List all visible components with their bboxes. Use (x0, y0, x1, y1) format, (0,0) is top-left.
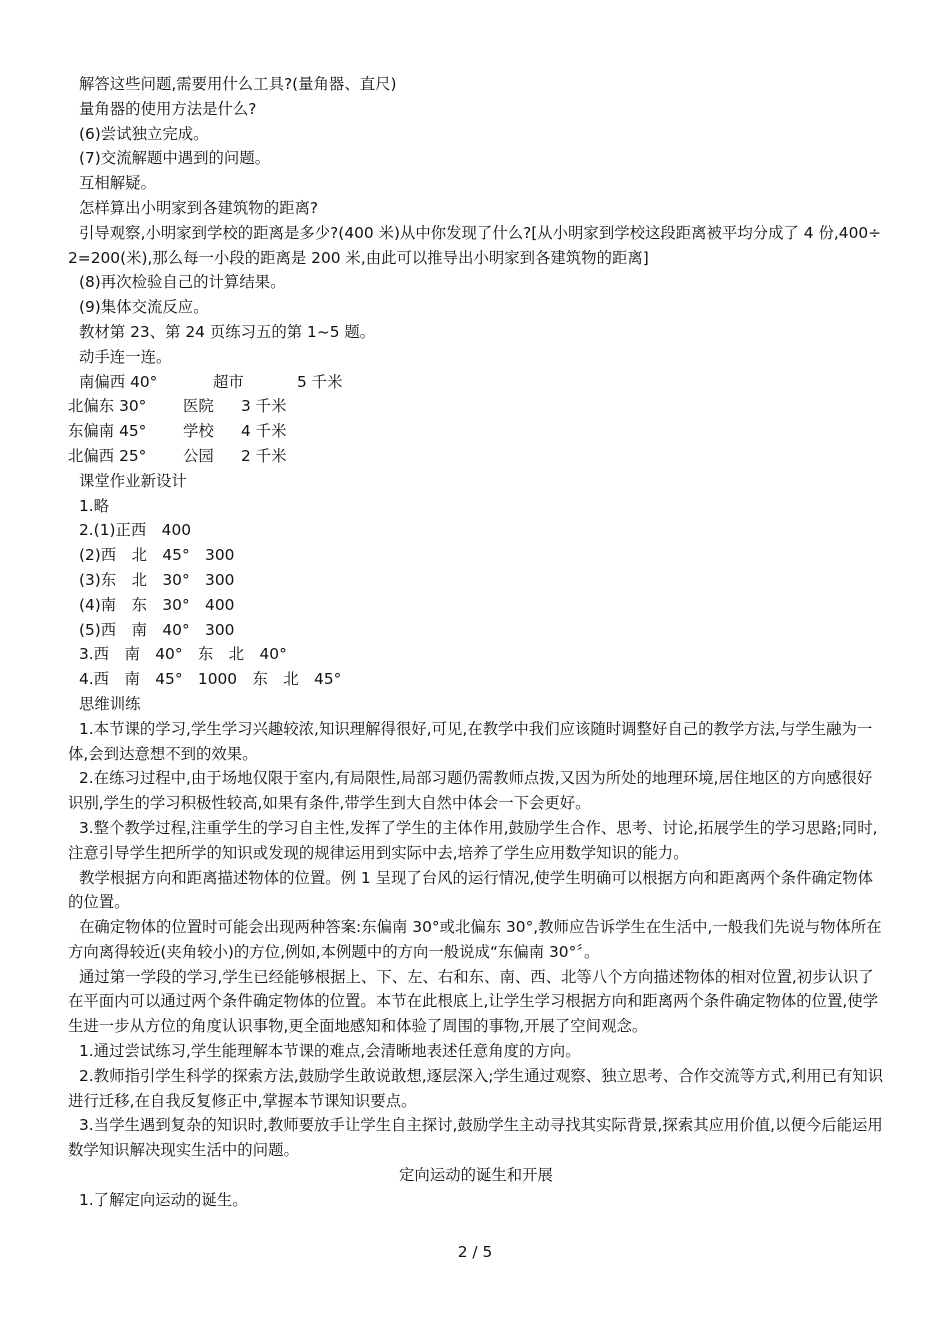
match-direction: 南偏西 40° (79, 372, 158, 391)
paragraph: 解答这些问题,需要用什么工具?(量角器、直尺) (79, 75, 397, 93)
paragraph: 引导观察,小明家到学校的距离是多少?(400 米)从中你发现了什么?[从小明家到学校这段距离被平均分成了 4 份,400÷2=200(米),那么每一小段的距离是 200 米,由此可以推导出小明家到各建筑物的距离] (68, 223, 882, 267)
section-heading: 课堂作业新设计 (79, 471, 187, 490)
answer-line: 4.西 南 45° 1000 东 北 45° (79, 670, 342, 689)
paragraph: 1.了解定向运动的诞生。 (79, 1190, 248, 1209)
match-row (68, 419, 884, 444)
paragraph: (7)交流解题中遇到的问题。 (79, 149, 271, 168)
paragraph: 3.整个教学过程,注重学生的学习自主性,发挥了学生的主体作用,鼓励学生合作、思考、讨论,拓展学生的学习思路;同时,注意引导学生把所学的知识或发现的规律运用到实际中去,培养了学生应用数学知识的能力。 (68, 818, 878, 862)
match-place: 学校 (183, 422, 214, 441)
paragraph: 通过第一学段的学习,学生已经能够根据上、下、左、右和东、南、西、北等八个方向描述物体的相对位置,初步认识了在平面内可以通过两个条件确定物体的位置。本节在此根底上,让学生学习根据方向和距离两个条件确定物体的位置,使学生进一步从方位的角度认识事物,更全面地感知和体验了周围的事物,开展了空间观念。 (68, 967, 879, 1036)
match-place: 超市 (213, 372, 244, 391)
answer-line: 3.西 南 40° 东 北 40° (79, 645, 287, 664)
page-number: 2 / 5 (457, 1243, 493, 1261)
answer-line: 1.略 (79, 496, 110, 515)
answer-line: (5)西 南 40° 300 (79, 620, 235, 639)
paragraph: (6)尝试独立完成。 (79, 124, 209, 143)
page-content (68, 72, 884, 1213)
match-place: 医院 (183, 397, 214, 416)
match-row (68, 370, 884, 395)
paragraph: 动手连一连。 (79, 347, 172, 366)
paragraph: (8)再次检验自己的计算结果。 (79, 273, 286, 292)
answer-line: 2.(1)正西 400 (79, 521, 192, 540)
paragraph: 2.教师指引学生科学的探索方法,鼓励学生敢说敢想,逐层深入;学生通过观察、独立思考、合作交流等方式,利用已有知识进行迁移,在自我反复修正中,掌握本节课知识要点。 (68, 1066, 884, 1110)
paragraph: 量角器的使用方法是什么? (79, 99, 257, 118)
paragraph: 教学根据方向和距离描述物体的位置。例 1 呈现了台风的运行情况,使学生明确可以根据方向和距离两个条件确定物体的位置。 (68, 868, 874, 912)
match-direction: 北偏西 25° (68, 446, 147, 465)
paragraph: (9)集体交流反应。 (79, 298, 209, 317)
section-title: 定向运动的诞生和开展 (399, 1166, 553, 1185)
match-distance: 3 千米 (241, 397, 287, 416)
answer-line: (2)西 北 45° 300 (79, 546, 235, 565)
match-distance: 2 千米 (241, 446, 287, 465)
match-distance: 4 千米 (241, 422, 287, 441)
answer-line: (4)南 东 30° 400 (79, 595, 235, 614)
match-distance: 5 千米 (297, 372, 343, 391)
paragraph: 怎样算出小明家到各建筑物的距离? (79, 198, 319, 217)
paragraph: 教材第 23、第 24 页练习五的第 1~5 题。 (79, 322, 376, 341)
match-row (68, 444, 884, 469)
match-row (68, 394, 884, 419)
paragraph: 互相解疑。 (79, 174, 156, 193)
match-place: 公园 (183, 446, 214, 465)
answer-line: (3)东 北 30° 300 (79, 570, 235, 589)
match-direction: 东偏南 45° (68, 422, 147, 441)
paragraph: 3.当学生遇到复杂的知识时,教师要放手让学生自主探讨,鼓励学生主动寻找其实际背景,探索其应用价值,以便今后能运用数学知识解决现实生活中的问题。 (68, 1116, 883, 1160)
section-heading: 思维训练 (79, 694, 141, 713)
paragraph: 在确定物体的位置时可能会出现两种答案:东偏南 30°或北偏东 30°,教师应告诉学生在生活中,一般我们先说与物体所在方向离得较近(夹角较小)的方位,例如,本例题中的方向一般说成“东偏南 30°〞。 (68, 918, 882, 961)
paragraph: 1.本节课的学习,学生学习兴趣较浓,知识理解得很好,可见,在教学中我们应该随时调整好自己的教学方法,与学生融为一体,会到达意想不到的效果。 (68, 719, 873, 763)
paragraph: 2.在练习过程中,由于场地仅限于室内,有局限性,局部习题仍需教师点拨,又因为所处的地理环境,居住地区的方向感很好识别,学生的学习积极性较高,如果有条件,带学生到大自然中体会一下会更好。 (68, 769, 873, 813)
paragraph: 1.通过尝试练习,学生能理解本节课的难点,会清晰地表述任意角度的方向。 (79, 1042, 581, 1061)
match-direction: 北偏东 30° (68, 397, 147, 416)
